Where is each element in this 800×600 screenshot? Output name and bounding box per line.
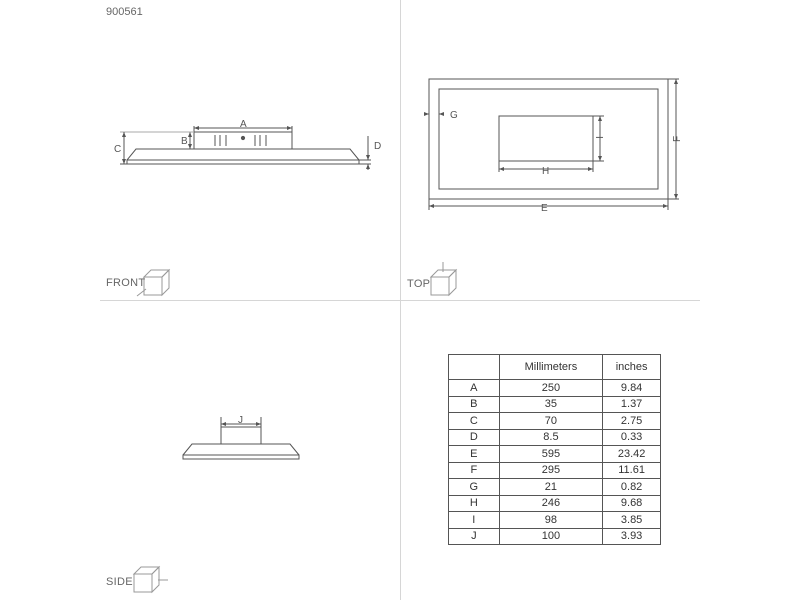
row-in: 23.42	[603, 446, 661, 463]
table-row	[449, 462, 661, 479]
row-dim: E	[449, 446, 500, 463]
table-row	[449, 380, 661, 397]
table-row	[449, 429, 661, 446]
document-id: 900561	[106, 6, 143, 18]
row-in: 3.85	[603, 512, 661, 529]
row-mm: 8.5	[499, 429, 603, 446]
dimensions-table	[448, 354, 661, 545]
header-dim	[449, 355, 500, 380]
row-mm: 98	[499, 512, 603, 529]
row-in: 0.82	[603, 479, 661, 496]
dim-label-i: I	[593, 136, 604, 139]
row-dim: C	[449, 413, 500, 430]
row-in: 1.37	[603, 396, 661, 413]
row-mm: 70	[499, 413, 603, 430]
dim-label-a: A	[240, 119, 247, 130]
top-view-label: TOP	[407, 278, 431, 290]
table-row	[449, 479, 661, 496]
row-in: 9.84	[603, 380, 661, 397]
row-dim: D	[449, 429, 500, 446]
row-in: 11.61	[603, 462, 661, 479]
dim-label-c: C	[114, 144, 122, 155]
header-millimeters: Millimeters	[499, 355, 603, 380]
table-row	[449, 512, 661, 529]
front-view-drawing	[120, 126, 371, 170]
dim-label-b: B	[181, 136, 188, 147]
row-in: 9.68	[603, 495, 661, 512]
header-inches: inches	[603, 355, 661, 380]
row-mm: 100	[499, 528, 603, 545]
table-row	[449, 446, 661, 463]
row-mm: 21	[499, 479, 603, 496]
top-view-cube	[431, 262, 456, 295]
dim-label-f: F	[672, 135, 683, 142]
row-mm: 595	[499, 446, 603, 463]
table-row	[449, 495, 661, 512]
side-view-label: SIDE	[106, 576, 133, 588]
row-in: 2.75	[603, 413, 661, 430]
row-mm: 35	[499, 396, 603, 413]
front-view-label: FRONT	[106, 277, 146, 289]
row-in: 3.93	[603, 528, 661, 545]
row-dim: H	[449, 495, 500, 512]
top-view-drawing	[424, 79, 679, 210]
table-row	[449, 413, 661, 430]
table-header-row	[449, 355, 661, 380]
row-dim: F	[449, 462, 500, 479]
dim-label-g: G	[450, 110, 458, 121]
dim-label-d: D	[374, 141, 382, 152]
row-mm: 250	[499, 380, 603, 397]
table-row	[449, 396, 661, 413]
row-dim: J	[449, 528, 500, 545]
row-dim: B	[449, 396, 500, 413]
dim-label-h: H	[542, 166, 550, 177]
dim-label-j: J	[238, 415, 243, 426]
row-in: 0.33	[603, 429, 661, 446]
table-row	[449, 528, 661, 545]
row-mm: 295	[499, 462, 603, 479]
side-view-cube	[134, 567, 168, 592]
dim-label-e: E	[541, 203, 548, 214]
row-dim: A	[449, 380, 500, 397]
row-dim: I	[449, 512, 500, 529]
row-dim: G	[449, 479, 500, 496]
row-mm: 246	[499, 495, 603, 512]
